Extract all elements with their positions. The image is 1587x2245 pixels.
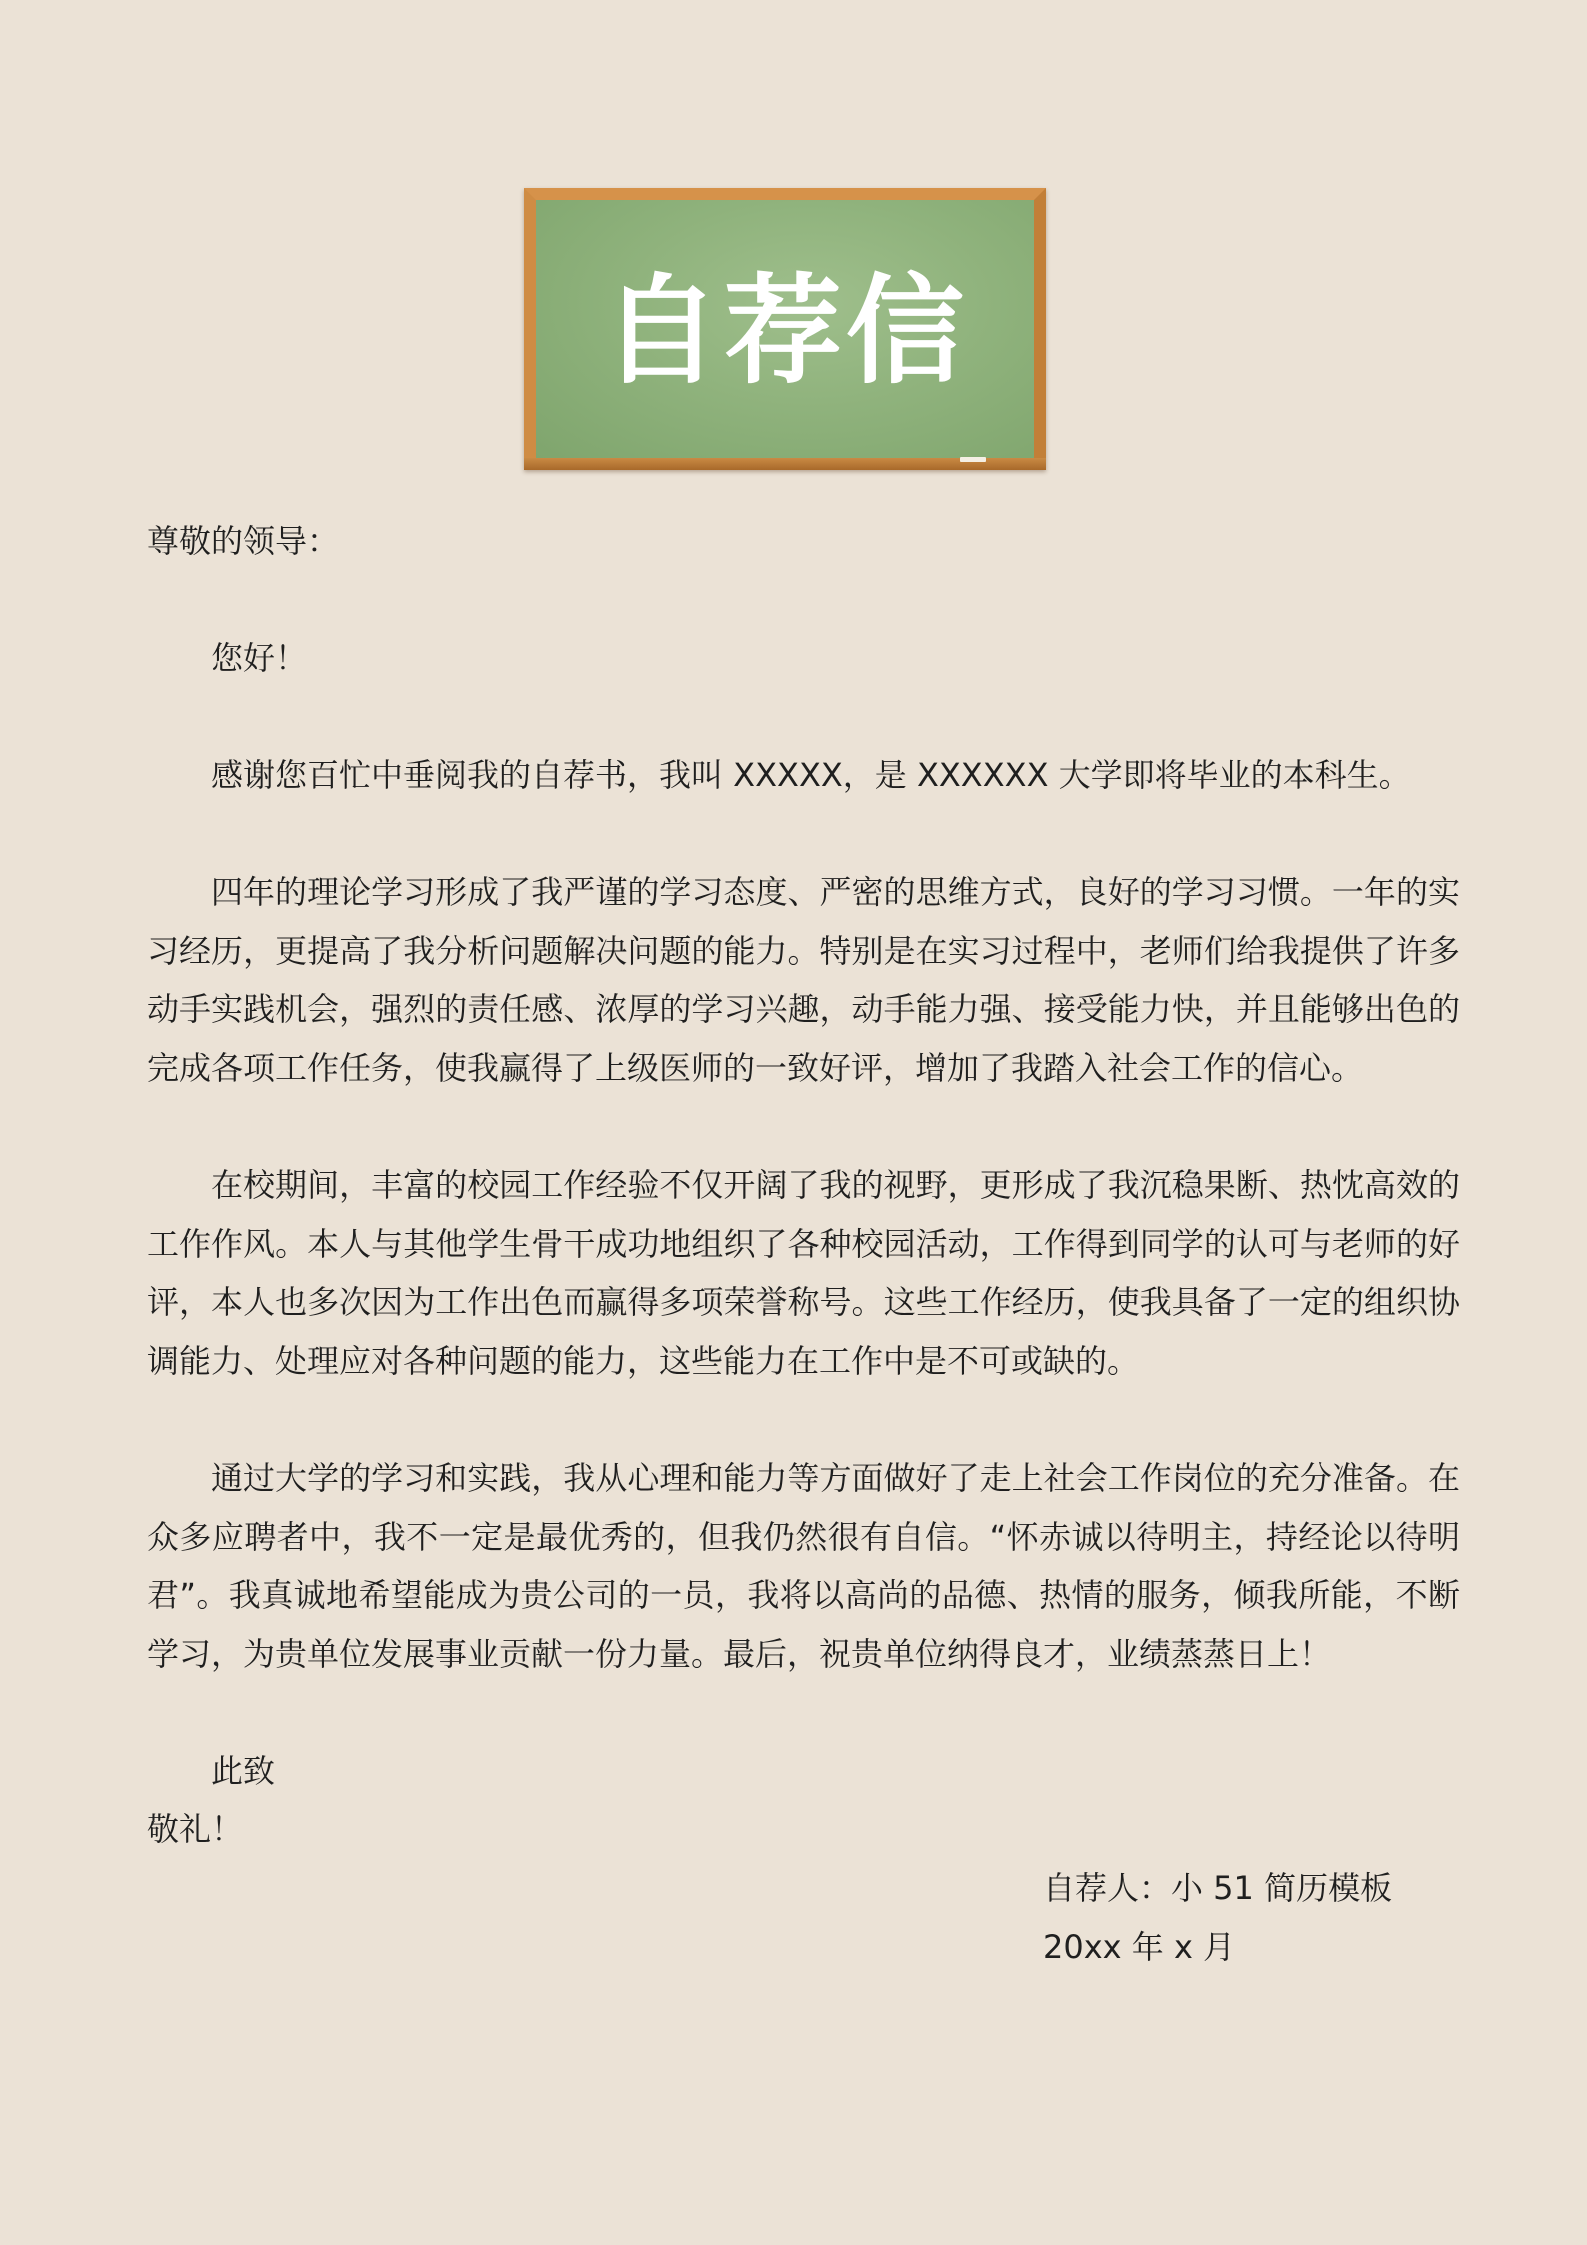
letter-closing: 此致: [211, 1752, 276, 1790]
chalkboard-title-banner: [524, 188, 1046, 470]
signer-name: 自荐人：小 51 简历模板: [1043, 1869, 1393, 1907]
letter-date: 20xx 年 x 月: [1043, 1927, 1236, 1966]
signature-block: [1043, 1859, 1392, 1976]
letter-paragraph-campus: 在校期间，丰富的校园工作经验不仅开阔了我的视野，更形成了我沉稳果断、热忱高效的工作作风。本人与其他学生骨干成功地组织了各种校园活动，工作得到同学的认可与老师的好评，本人也多次因为工作出色而赢得多项荣誉称号。这些工作经历，使我具备了一定的组织协调能力、处理应对各种问题的能力，这些能力在工作中是不可或缺的。: [147, 1166, 1460, 1380]
chalk-piece: [960, 457, 986, 462]
letter-greeting: 您好！: [211, 639, 308, 677]
letter-paragraph-intro: 感谢您百忙中垂阅我的自荐书，我叫 XXXXX，是 XXXXXX 大学即将毕业的本科生。: [211, 756, 1411, 794]
letter-paragraph-study: 四年的理论学习形成了我严谨的学习态度、严密的思维方式，良好的学习习惯。一年的实习经历，更提高了我分析问题解决问题的能力。特别是在实习过程中，老师们给我提供了许多动手实践机会，强烈的责任感、浓厚的学习兴趣，动手能力强、接受能力快，并且能够出色的完成各项工作任务，使我赢得了上级医师的一致好评，增加了我踏入社会工作的信心。: [147, 873, 1460, 1087]
letter-paragraph-conclusion: 通过大学的学习和实践，我从心理和能力等方面做好了走上社会工作岗位的充分准备。在众多应聘者中，我不一定是最优秀的，但我仍然很有自信。“怀赤诚以待明主，持经论以待明君”。我真诚地希望能成为贵公司的一员，我将以高尚的品德、热情的服务，倾我所能，不断学习，为贵单位发展事业贡献一份力量。最后，祝贵单位纳得良才，业绩蒸蒸日上！: [147, 1459, 1460, 1673]
page-title: 自荐信: [601, 261, 968, 400]
letter-salutation: 尊敬的领导：: [147, 522, 340, 560]
letter-regards: 敬礼！: [147, 1810, 244, 1848]
